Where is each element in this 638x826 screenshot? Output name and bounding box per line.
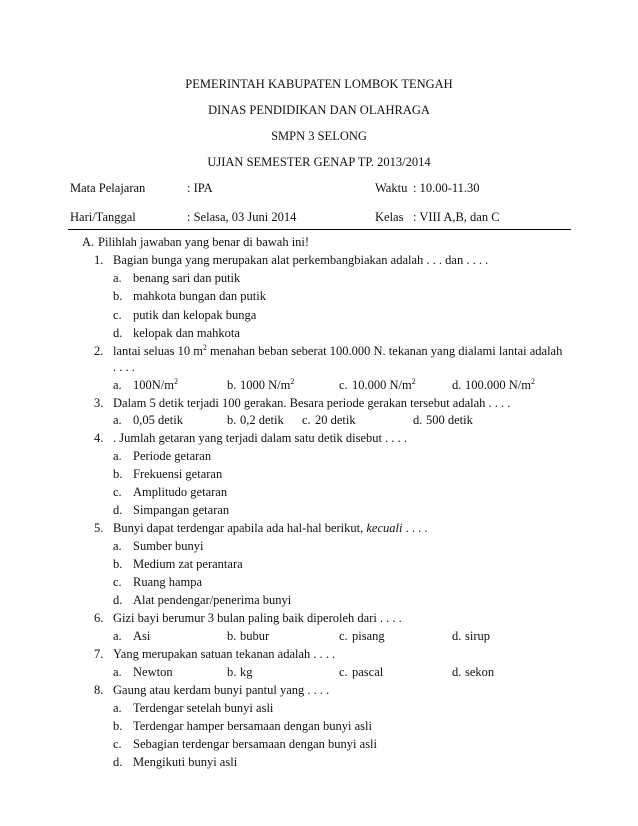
option-text: kelopak dan mahkota — [133, 326, 240, 340]
option-letter: b. — [227, 665, 237, 679]
option-letter: c. — [113, 308, 122, 322]
question-text-part: lantai seluas 10 m — [113, 344, 203, 358]
time-value: : 10.00-11.30 — [413, 181, 480, 195]
superscript: 2 — [290, 376, 295, 386]
option-text: Sumber bunyi — [133, 539, 204, 553]
question-text: Gizi bayi berumur 3 bulan paling baik diperoleh dari . . . . — [113, 611, 402, 625]
option-text-part: 100N/m — [133, 378, 174, 392]
option-text: benang sari dan putik — [133, 271, 241, 285]
superscript: 2 — [202, 342, 207, 352]
question-text: Bagian bunga yang merupakan alat perkembangbiakan adalah . . . dan . . . . — [113, 253, 489, 267]
option-text: Periode getaran — [133, 449, 212, 463]
option-letter: a. — [113, 413, 122, 427]
question-number: 5. — [94, 521, 104, 535]
option-text: Terdengar setelah bunyi asli — [133, 701, 274, 715]
option-letter: c. — [339, 378, 348, 392]
option-letter: b. — [227, 378, 237, 392]
option-letter: d. — [113, 503, 123, 517]
option-letter: c. — [339, 665, 348, 679]
option-letter: a. — [113, 629, 122, 643]
option-text: Simpangan getaran — [133, 503, 230, 517]
option-text — [240, 376, 295, 392]
option-letter: b. — [113, 557, 123, 571]
superscript: 2 — [411, 376, 416, 386]
option-text: sirup — [465, 629, 490, 643]
option-text: bubur — [240, 629, 270, 643]
class-label: Kelas — [375, 210, 404, 224]
option-text-part: 10.000 N/m — [352, 378, 412, 392]
question-number: 4. — [94, 431, 104, 445]
question-text: . Jumlah getaran yang terjadi dalam satu detik disebut . . . . — [113, 431, 408, 445]
question-text: Dalam 5 detik terjadi 100 gerakan. Besara periode gerakan tersebut adalah . . . . — [113, 396, 511, 410]
date-value: : Selasa, 03 Juni 2014 — [187, 210, 297, 224]
question-number: 3. — [94, 396, 104, 410]
option-text: Asi — [133, 629, 151, 643]
option-letter: a. — [113, 539, 122, 553]
option-text: Sebagian terdengar bersamaan dengan bunyi asli — [133, 737, 378, 751]
option-text — [465, 376, 535, 392]
option-text: Frekuensi getaran — [133, 467, 223, 481]
question-number: 1. — [94, 253, 104, 267]
question-text — [113, 342, 563, 358]
option-letter: c. — [113, 737, 122, 751]
question-number: 6. — [94, 611, 104, 625]
header-exam-title: UJIAN SEMESTER GENAP TP. 2013/2014 — [207, 155, 431, 169]
superscript: 2 — [173, 376, 178, 386]
option-text: Newton — [133, 665, 173, 679]
option-letter: a. — [113, 271, 122, 285]
option-letter: d. — [452, 378, 462, 392]
question-text-continued: . . . . — [113, 360, 135, 374]
subject-value: : IPA — [187, 181, 213, 195]
option-letter: b. — [227, 413, 237, 427]
option-text: kg — [240, 665, 253, 679]
question-text: Yang merupakan satuan tekanan adalah . . . . — [113, 647, 336, 661]
option-letter: d. — [413, 413, 423, 427]
header-government: PEMERINTAH KABUPATEN LOMBOK TENGAH — [185, 77, 453, 91]
question-number: 2. — [94, 344, 104, 358]
option-text: Medium zat perantara — [133, 557, 243, 571]
option-letter: b. — [113, 289, 123, 303]
section-marker: A. — [82, 235, 95, 249]
question-number: 7. — [94, 647, 104, 661]
option-letter: d. — [113, 326, 123, 340]
question-text — [113, 522, 427, 535]
option-text-part: 100.000 N/m — [465, 378, 531, 392]
option-letter: a. — [113, 449, 122, 463]
header-school: SMPN 3 SELONG — [271, 129, 367, 143]
question-number: 8. — [94, 683, 104, 697]
option-text: 0,2 detik — [240, 413, 284, 427]
header-department: DINAS PENDIDIKAN DAN OLAHRAGA — [208, 103, 430, 117]
option-text: 20 detik — [315, 413, 356, 427]
class-value: : VIII A,B, dan C — [413, 210, 500, 224]
option-letter: c. — [302, 413, 311, 427]
emphasis-text: kecuali — [366, 521, 403, 535]
option-text: Terdengar hamper bersamaan dengan bunyi asli — [133, 719, 372, 733]
option-letter: d. — [113, 593, 123, 607]
option-text: Amplitudo getaran — [133, 485, 228, 499]
date-label: Hari/Tanggal — [70, 210, 136, 224]
option-letter: d. — [113, 755, 123, 769]
option-text: 500 detik — [426, 413, 473, 427]
question-text: Gaung atau kerdam bunyi pantul yang . . . . — [113, 683, 330, 697]
option-letter: b. — [113, 719, 123, 733]
option-letter: b. — [113, 467, 123, 481]
subject-label: Mata Pelajaran — [70, 181, 146, 195]
option-text: putik dan kelopak bunga — [133, 308, 257, 322]
option-letter: c. — [113, 485, 122, 499]
option-letter: a. — [113, 378, 122, 392]
question-text-part: Bunyi dapat terdengar apabila ada hal-hal berikut, — [113, 521, 367, 535]
option-letter: a. — [113, 665, 122, 679]
time-label: Waktu — [375, 181, 408, 195]
superscript: 2 — [530, 376, 535, 386]
option-text: sekon — [465, 665, 495, 679]
option-text — [133, 376, 178, 392]
option-text: Alat pendengar/penerima bunyi — [133, 593, 292, 607]
option-text — [352, 376, 416, 392]
question-text-part: . . . . — [402, 521, 428, 535]
option-letter: a. — [113, 701, 122, 715]
option-text-part: 1000 N/m — [240, 378, 291, 392]
option-letter: b. — [227, 629, 237, 643]
option-text: pisang — [352, 629, 385, 643]
option-text: mahkota bungan dan putik — [133, 289, 266, 303]
option-letter: c. — [113, 575, 122, 589]
option-text: Mengikuti bunyi asli — [133, 755, 238, 769]
header-divider — [68, 229, 571, 230]
option-text: pascal — [352, 665, 384, 679]
question-text-part: menahan beban seberat 100.000 N. tekanan yang dialami lantai adalah — [206, 344, 563, 358]
option-letter: d. — [452, 665, 462, 679]
option-letter: c. — [339, 629, 348, 643]
option-letter: d. — [452, 629, 462, 643]
option-text: Ruang hampa — [133, 575, 203, 589]
option-text: 0,05 detik — [133, 413, 183, 427]
section-instruction: Pilihlah jawaban yang benar di bawah ini! — [98, 235, 310, 249]
